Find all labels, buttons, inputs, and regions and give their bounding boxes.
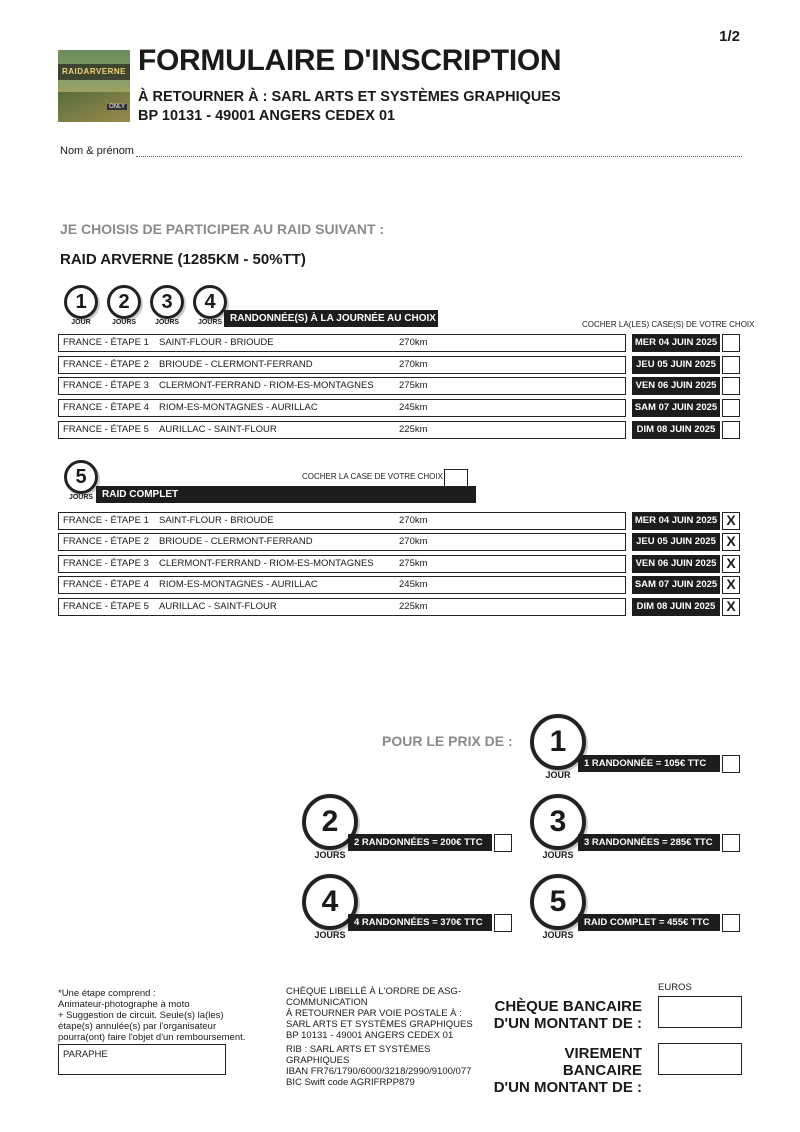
complete-row-mark: X	[722, 512, 740, 530]
daily-row	[58, 356, 626, 374]
hand-badge-icon: 1	[64, 285, 98, 319]
hand-badge-icon: 5	[64, 460, 98, 494]
stage-route: AURILLAC - SAINT-FLOUR	[159, 424, 277, 435]
price-option-label: 1 RANDONNÉE = 105€ TTC	[578, 755, 720, 772]
page-number: 1/2	[719, 28, 740, 45]
stage-distance: 225km	[399, 601, 428, 612]
hand-badge-icon: 1	[530, 714, 586, 770]
daily-row	[58, 377, 626, 395]
complete-row	[58, 533, 626, 551]
daily-checkbox[interactable]	[722, 334, 740, 352]
cheque-line: CHÈQUE LIBELLÉ À L'ORDRE DE ASG-COMMUNICATION	[286, 986, 461, 1008]
badge-caption: JOURS	[111, 319, 137, 326]
price-checkbox-5[interactable]	[722, 914, 740, 932]
daily-section-bar: RANDONNÉE(S) À LA JOURNÉE AU CHOIX	[224, 310, 438, 327]
stage-date: JEU 05 JUIN 2025	[632, 356, 720, 374]
stage-route: SAINT-FLOUR - BRIOUDE	[159, 515, 274, 526]
note-line: pourra(ont) faire l'objet d'un remboursement.	[58, 1032, 246, 1043]
daily-row	[58, 334, 626, 352]
cheque-line: À RETOURNER PAR VOIE POSTALE À :	[286, 1008, 462, 1019]
stage-date: VEN 06 JUIN 2025	[632, 555, 720, 573]
euros-label: EUROS	[658, 982, 692, 993]
badge-caption: JOURS	[197, 319, 223, 326]
day-badge-2	[107, 285, 141, 326]
daily-row	[58, 399, 626, 417]
cheque-label-line: CHÈQUE BANCAIRE	[494, 998, 642, 1015]
name-field-label: Nom & prénom	[60, 145, 134, 157]
pricing-heading: POUR LE PRIX DE :	[382, 733, 513, 749]
stage-name: FRANCE - ÉTAPE 4	[63, 402, 149, 413]
note-line: étape(s) annulée(s) par l'organisateur	[58, 1021, 217, 1032]
raid-title: RAID ARVERNE (1285KM - 50%TT)	[60, 251, 306, 268]
stage-distance: 275km	[399, 380, 428, 391]
rib-details	[286, 1044, 486, 1088]
transfer-label-line: D'UN MONTANT DE :	[493, 1079, 642, 1096]
note-line: + Suggestion de circuit. Seule(s) la(les)	[58, 1010, 224, 1021]
hand-badge-icon: 5	[530, 874, 586, 930]
selection-heading: JE CHOISIS DE PARTICIPER AU RAID SUIVANT :	[60, 221, 385, 237]
stage-route: BRIOUDE - CLERMONT-FERRAND	[159, 536, 313, 547]
complete-row	[58, 512, 626, 530]
stage-distance: 225km	[399, 424, 428, 435]
hand-badge-icon: 2	[107, 285, 141, 319]
daily-checkbox[interactable]	[722, 421, 740, 439]
daily-checkbox[interactable]	[722, 356, 740, 374]
stage-distance: 270km	[399, 337, 428, 348]
price-option-label: 3 RANDONNÉES = 285€ TTC	[578, 834, 720, 851]
return-address-line1: À RETOURNER À : SARL ARTS ET SYSTÈMES GRAPHIQUES	[138, 89, 561, 105]
complete-section-bar: RAID COMPLET	[96, 486, 476, 503]
badge-caption: JOURS	[154, 319, 180, 326]
form-title: FORMULAIRE D'INSCRIPTION	[138, 44, 562, 77]
stage-distance: 275km	[399, 558, 428, 569]
complete-row	[58, 555, 626, 573]
price-checkbox-4[interactable]	[494, 914, 512, 932]
stage-distance: 245km	[399, 402, 428, 413]
stage-date: DIM 08 JUIN 2025	[632, 598, 720, 616]
hand-badge-icon: 2	[302, 794, 358, 850]
complete-row	[58, 598, 626, 616]
stage-name: FRANCE - ÉTAPE 4	[63, 579, 149, 590]
complete-row-mark: X	[722, 598, 740, 616]
stage-name: FRANCE - ÉTAPE 2	[63, 359, 149, 370]
stage-date: VEN 06 JUIN 2025	[632, 377, 720, 395]
cheque-amount-field[interactable]	[658, 996, 742, 1028]
stage-distance: 270km	[399, 515, 428, 526]
complete-hint: COCHER LA CASE DE VOTRE CHOIX	[302, 472, 443, 481]
stage-route: RIOM-ES-MONTAGNES - AURILLAC	[159, 402, 318, 413]
hand-badge-icon: 4	[193, 285, 227, 319]
stage-name: FRANCE - ÉTAPE 1	[63, 337, 149, 348]
rib-line: IBAN FR76/1790/6000/3218/2990/9100/077	[286, 1066, 472, 1077]
stage-note	[58, 988, 278, 1043]
day-badge-3	[150, 285, 184, 326]
name-field-line[interactable]	[136, 147, 742, 157]
stage-route: BRIOUDE - CLERMONT-FERRAND	[159, 359, 313, 370]
day-badge-1	[64, 285, 98, 326]
stage-distance: 245km	[399, 579, 428, 590]
cheque-line: BP 10131 - 49001 ANGERS CEDEX 01	[286, 1030, 454, 1041]
complete-row	[58, 576, 626, 594]
cheque-label-line: D'UN MONTANT DE :	[493, 1015, 642, 1032]
badge-caption: JOURS	[542, 930, 574, 940]
return-address-line2: BP 10131 - 49001 ANGERS CEDEX 01	[138, 108, 396, 124]
stage-date: MER 04 JUIN 2025	[632, 334, 720, 352]
cheque-line: SARL ARTS ET SYSTÈMES GRAPHIQUES	[286, 1019, 473, 1030]
stage-route: SAINT-FLOUR - BRIOUDE	[159, 337, 274, 348]
stage-route: AURILLAC - SAINT-FLOUR	[159, 601, 277, 612]
price-checkbox-2[interactable]	[494, 834, 512, 852]
stage-route: CLERMONT-FERRAND - RIOM-ES-MONTAGNES	[159, 558, 374, 569]
daily-hint: COCHER LA(LES) CASE(S) DE VOTRE CHOIX	[582, 320, 755, 329]
stage-name: FRANCE - ÉTAPE 2	[63, 536, 149, 547]
stage-date: JEU 05 JUIN 2025	[632, 533, 720, 551]
transfer-amount-field[interactable]	[658, 1043, 742, 1075]
price-option-label: 4 RANDONNÉES = 370€ TTC	[348, 914, 492, 931]
stage-date: SAM 07 JUIN 2025	[632, 576, 720, 594]
daily-checkbox[interactable]	[722, 377, 740, 395]
badge-caption: JOURS	[542, 850, 574, 860]
price-option-label: 2 RANDONNÉES = 200€ TTC	[348, 834, 492, 851]
raid-logo	[58, 50, 130, 122]
note-line: *Une étape comprend :	[58, 988, 156, 999]
logo-name: RAIDARVERNE	[58, 64, 130, 80]
stage-distance: 270km	[399, 359, 428, 370]
stage-name: FRANCE - ÉTAPE 1	[63, 515, 149, 526]
price-checkbox-1[interactable]	[722, 755, 740, 773]
logo-tag: ONLY	[109, 104, 125, 110]
badge-caption: JOURS	[314, 850, 346, 860]
complete-row-mark: X	[722, 555, 740, 573]
daily-checkbox[interactable]	[722, 399, 740, 417]
complete-row-mark: X	[722, 533, 740, 551]
stage-distance: 270km	[399, 536, 428, 547]
badge-caption: JOUR	[71, 319, 91, 326]
daily-row	[58, 421, 626, 439]
hand-badge-icon: 3	[530, 794, 586, 850]
paraphe-label: PARAPHE	[63, 1049, 108, 1060]
stage-date: DIM 08 JUIN 2025	[632, 421, 720, 439]
hand-badge-icon: 3	[150, 285, 184, 319]
stage-name: FRANCE - ÉTAPE 5	[63, 424, 149, 435]
transfer-label-line: VIREMENT BANCAIRE	[562, 1045, 642, 1079]
badge-caption: JOURS	[68, 494, 94, 501]
rib-line: BIC Swift code AGRIFRPP879	[286, 1077, 415, 1088]
cheque-label	[486, 998, 642, 1032]
stage-name: FRANCE - ÉTAPE 3	[63, 380, 149, 391]
transfer-label	[482, 1045, 642, 1096]
name-field[interactable]	[60, 145, 742, 157]
badge-caption: JOURS	[314, 930, 346, 940]
price-option-label: RAID COMPLET = 455€ TTC	[578, 914, 720, 931]
rib-line: RIB : SARL ARTS ET SYSTÈMES GRAPHIQUES	[286, 1044, 431, 1066]
complete-row-mark: X	[722, 576, 740, 594]
note-line: Animateur-photographe à moto	[58, 999, 190, 1010]
stage-date: MER 04 JUIN 2025	[632, 512, 720, 530]
stage-name: FRANCE - ÉTAPE 3	[63, 558, 149, 569]
badge-caption: JOUR	[545, 770, 571, 780]
hand-badge-icon: 4	[302, 874, 358, 930]
price-checkbox-3[interactable]	[722, 834, 740, 852]
day-badge-4	[193, 285, 227, 326]
stage-route: RIOM-ES-MONTAGNES - AURILLAC	[159, 579, 318, 590]
stage-date: SAM 07 JUIN 2025	[632, 399, 720, 417]
stage-name: FRANCE - ÉTAPE 5	[63, 601, 149, 612]
complete-badge	[64, 460, 98, 501]
stage-route: CLERMONT-FERRAND - RIOM-ES-MONTAGNES	[159, 380, 374, 391]
paraphe-field[interactable]	[58, 1044, 226, 1075]
